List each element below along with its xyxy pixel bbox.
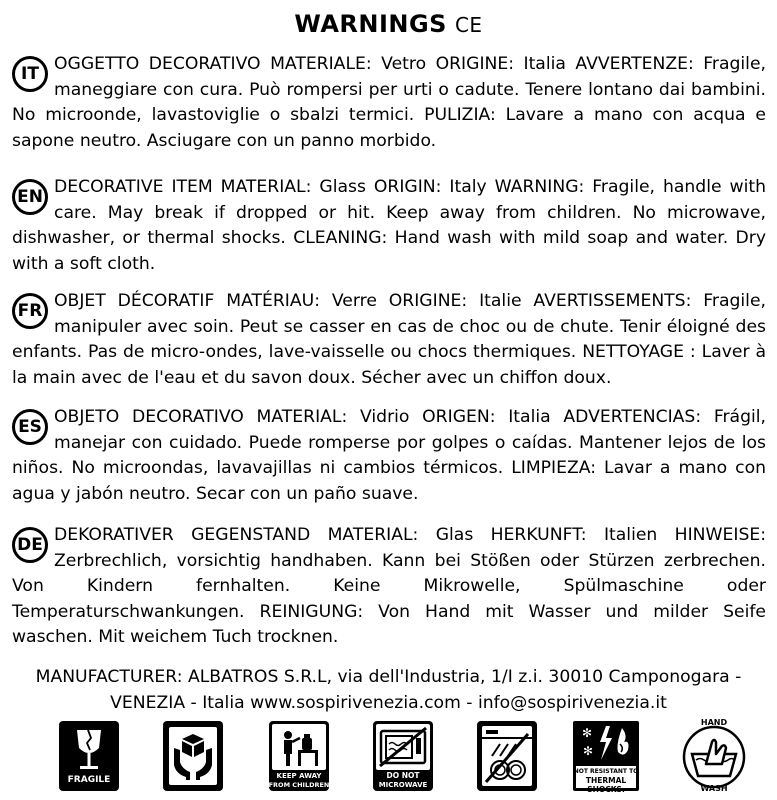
microwave-label-1: DO NOT	[386, 771, 420, 780]
manufacturer-line-1: MANUFACTURER: ALBATROS S.R.L, via dell'Industria, 1/I z.i. 30010 Camponogara -	[35, 667, 742, 687]
svg-text:✻: ✻	[583, 744, 594, 758]
microwave-label-2: MICROWAVE	[378, 781, 428, 789]
hand-wash-label-bottom: WASH	[700, 784, 728, 793]
fragile-label: FRAGILE	[67, 775, 111, 785]
thermal-label-2: THERMAL SHOCKS.	[585, 776, 627, 794]
thermal-shock-icon	[572, 720, 640, 792]
language-badge-fr: FR	[12, 293, 48, 329]
section-text-es: OBJETO DECORATIVO MATERIAL: Vidrio ORIGEN: Italia ADVERTENCIAS: Frágil, manejar con cuidado. Puede romperse por golpes o caídas. Mantener lejos de los niños. No microondas, lavavajillas ni cambios térmicos. LIMPIEZA: Lavar a mano con agua y jabón neutro. Secar con un paño suave.	[12, 407, 766, 504]
handle-with-care-icon	[162, 720, 224, 792]
section-text-de: DEKORATIVER GEGENSTAND MATERIAL: Glas HERKUNFT: Italien HINWEISE: Zerbrechlich, vorsichtig handhaben. Kann bei Stößen oder Stürzen zerbrechen. Von Kindern fernhalten. Keine Mikrowelle, Spülmaschine oder Temperaturschwankungen. REINIGUNG: Von Hand mit Wasser und milder Seife waschen. Mit weichem Tuch trocknen.	[12, 525, 766, 647]
do-not-microwave-icon	[372, 720, 434, 792]
language-badge-it: IT	[12, 56, 48, 92]
hand-wash-label-top: HAND	[700, 718, 728, 727]
language-badge-de: DE	[12, 527, 48, 563]
language-badge-es: ES	[12, 409, 48, 445]
thermal-label-1: NOT RESISTANT TO	[573, 768, 639, 775]
ce-mark: CE	[454, 13, 483, 37]
svg-text:✻: ✻	[582, 726, 593, 740]
keep-away-from-children-icon	[268, 720, 330, 792]
manufacturer-info	[0, 665, 777, 716]
section-fr	[12, 289, 766, 391]
keep-away-label-1: KEEP AWAY	[276, 772, 322, 780]
language-badge-en: EN	[12, 179, 48, 215]
section-text-en: DECORATIVE ITEM MATERIAL: Glass ORIGIN: Italy WARNING: Fragile, handle with care. May break if dropped or hit. Keep away from children. No microwave, dishwasher, or thermal shocks. CLEANING: Hand wash with mild soap and water. Dry with a soft cloth.	[12, 177, 766, 274]
manufacturer-line-2: VENEZIA - Italia www.sospirivenezia.com - info@sospirivenezia.it	[110, 692, 667, 713]
no-dishwasher-icon	[476, 720, 538, 792]
care-icons-row	[0, 720, 777, 792]
section-it	[12, 52, 766, 154]
page-title	[0, 10, 777, 38]
section-text-fr: OBJET DÉCORATIF MATÉRIAU: Verre ORIGINE: Italie AVERTISSEMENTS: Fragile, manipuler avec soin. Peut se casser en cas de choc ou de chute. Tenir éloigné des enfants. Pas de micro-ondes, lave-vaisselle ou chocs thermiques. NETTOYAGE : Laver à la main avec de l'eau et du savon doux. Sécher avec un chiffon doux.	[12, 291, 766, 388]
fragile-icon	[58, 720, 120, 792]
title-text: WARNINGS	[294, 10, 447, 38]
section-de	[12, 523, 766, 651]
section-en	[12, 175, 766, 277]
hand-wash-icon	[678, 720, 750, 792]
section-es	[12, 405, 766, 507]
section-text-it: OGGETTO DECORATIVO MATERIALE: Vetro ORIGINE: Italia AVVERTENZE: Fragile, maneggiare con cura. Può rompersi per urti o cadute. Tenere lontano dai bambini. No microonde, lavastoviglie o sbalzi termici. PULIZIA: Lavare a mano con acqua e sapone neutro. Asciugare con un panno morbido.	[12, 54, 766, 151]
keep-away-label-2: FROM CHILDREN	[268, 781, 330, 789]
